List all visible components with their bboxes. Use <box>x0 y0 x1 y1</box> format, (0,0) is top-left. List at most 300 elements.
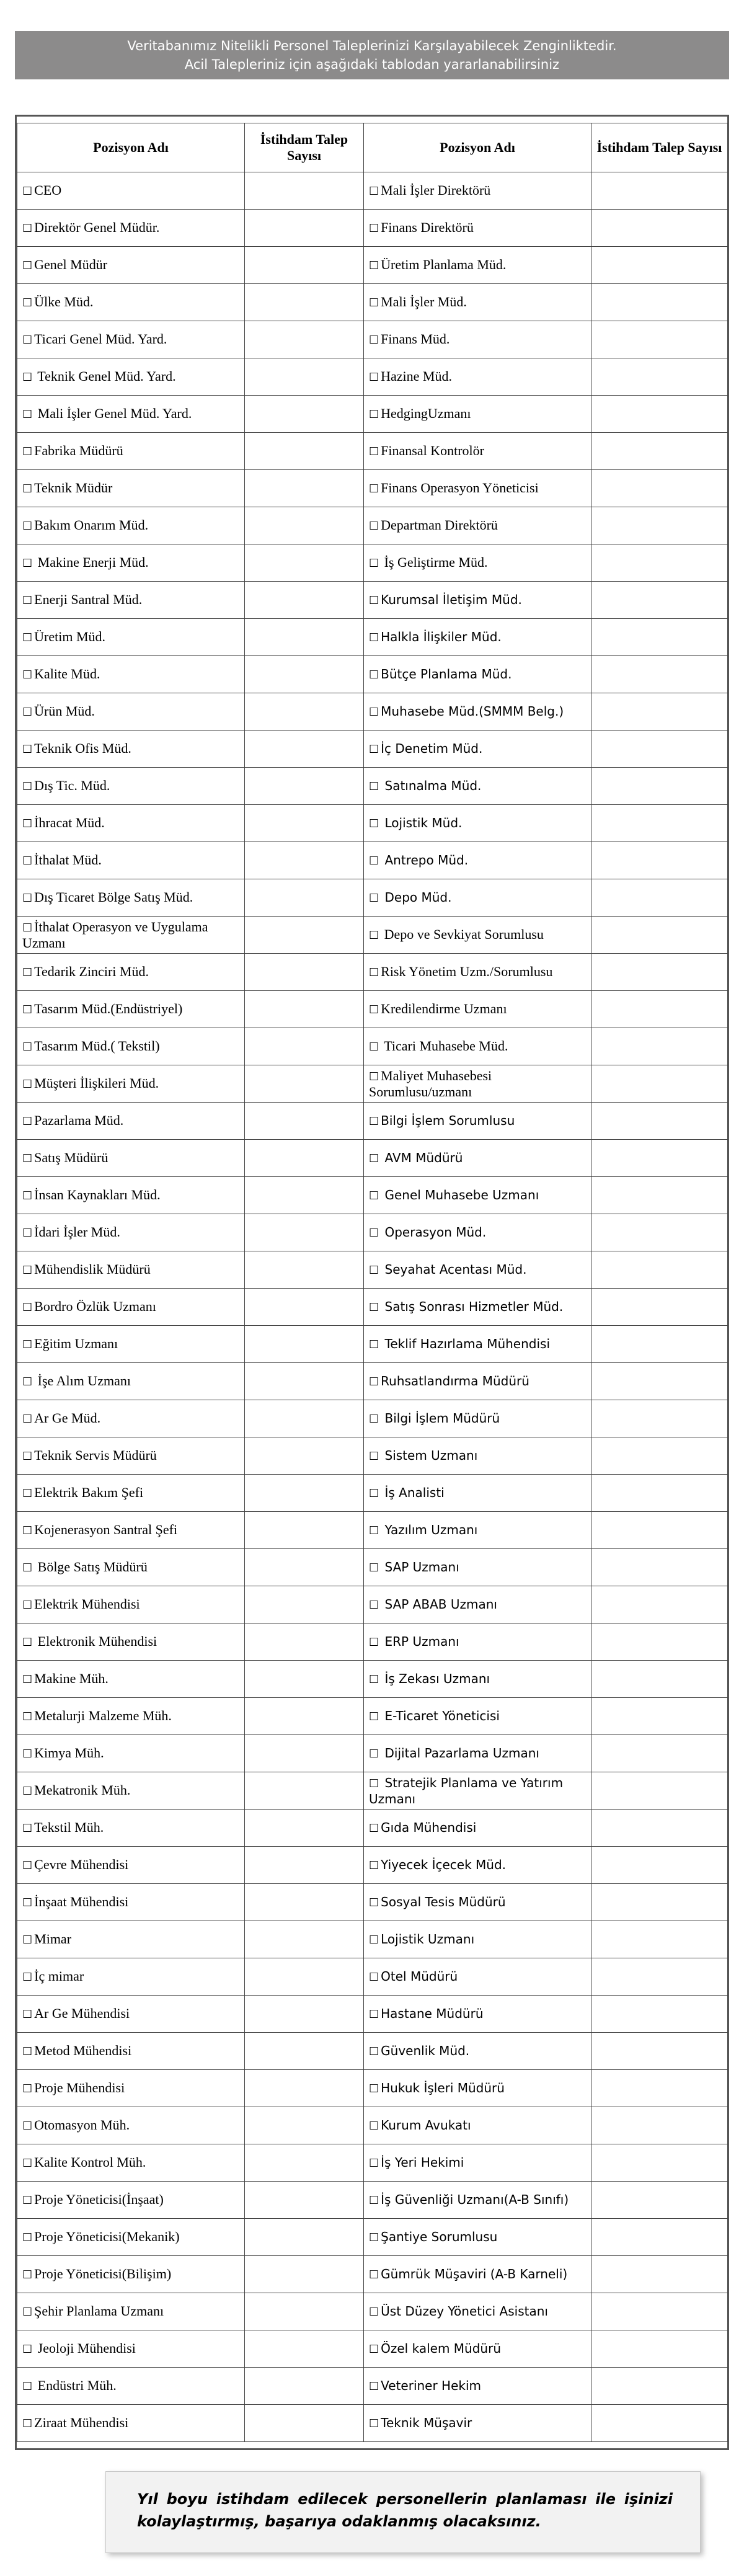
position-label: Metalurji Malzeme Müh. <box>34 1707 172 1723</box>
request-count-cell-right[interactable] <box>591 954 728 991</box>
position-cell-right <box>364 507 591 544</box>
checkbox-icon[interactable]: ☐ <box>369 2045 379 2058</box>
checkbox-icon[interactable]: ☐ <box>22 2082 33 2095</box>
checkbox-icon[interactable]: ☐ <box>22 668 33 682</box>
checkbox-icon[interactable]: ☐ <box>369 891 379 905</box>
checkbox-icon[interactable]: ☐ <box>369 482 379 495</box>
request-count-cell-right[interactable] <box>591 1251 728 1289</box>
checkbox-icon[interactable]: ☐ <box>22 184 33 198</box>
request-count-cell-left[interactable] <box>245 2256 364 2293</box>
request-count-cell-left[interactable] <box>245 284 364 321</box>
checkbox-icon[interactable]: ☐ <box>22 742 33 756</box>
request-count-cell-right[interactable] <box>591 2256 728 2293</box>
table-row <box>17 2144 728 2182</box>
checkbox-icon[interactable]: ☐ <box>369 742 379 756</box>
request-count-cell-right[interactable] <box>591 2144 728 2182</box>
request-count-cell-right[interactable] <box>591 284 728 321</box>
request-count-cell-right[interactable] <box>591 1661 728 1698</box>
checkbox-icon[interactable]: ☐ <box>22 1784 33 1798</box>
checkbox-icon[interactable]: ☐ <box>22 1635 33 1649</box>
request-count-cell-left[interactable] <box>245 1103 364 1140</box>
position-cell-right <box>364 1140 591 1177</box>
checkbox-icon[interactable]: ☐ <box>369 1226 379 1240</box>
position-cell-left <box>17 396 245 433</box>
checkbox-icon[interactable]: ☐ <box>369 445 379 458</box>
checkbox-icon[interactable]: ☐ <box>369 2007 379 2021</box>
checkbox-icon[interactable]: ☐ <box>22 1710 33 1723</box>
checkbox-icon[interactable]: ☐ <box>22 407 33 421</box>
checkbox-icon[interactable]: ☐ <box>369 2379 379 2393</box>
checkbox-icon[interactable]: ☐ <box>22 1263 33 1277</box>
request-count-cell-right[interactable] <box>591 1437 728 1475</box>
position-cell-left <box>17 1512 245 1549</box>
request-count-cell-left[interactable] <box>245 1661 364 1698</box>
checkbox-icon[interactable]: ☐ <box>22 593 33 607</box>
checkbox-icon[interactable]: ☐ <box>22 2156 33 2170</box>
checkbox-icon[interactable]: ☐ <box>369 593 379 607</box>
request-count-cell-right[interactable] <box>591 1028 728 1065</box>
checkbox-icon[interactable]: ☐ <box>22 891 33 905</box>
request-count-cell-left[interactable] <box>245 1698 364 1735</box>
checkbox-icon[interactable]: ☐ <box>22 519 33 533</box>
checkbox-icon[interactable]: ☐ <box>369 1710 379 1723</box>
request-count-cell-right[interactable] <box>591 172 728 210</box>
checkbox-icon[interactable]: ☐ <box>369 1152 379 1165</box>
checkbox-icon[interactable]: ☐ <box>369 854 379 868</box>
checkbox-icon[interactable]: ☐ <box>22 1300 33 1314</box>
request-count-cell-right[interactable] <box>591 1475 728 1512</box>
table-row <box>17 582 728 619</box>
checkbox-icon[interactable]: ☐ <box>369 817 379 830</box>
request-count-cell-right[interactable] <box>591 731 728 768</box>
table-row <box>17 1549 728 1586</box>
checkbox-icon[interactable]: ☐ <box>22 2193 33 2207</box>
table-row <box>17 2033 728 2070</box>
request-count-cell-right[interactable] <box>591 2293 728 2330</box>
position-label: Ürün Müd. <box>34 703 95 719</box>
position-cell-right <box>364 2330 591 2368</box>
request-count-cell-left[interactable] <box>245 1065 364 1103</box>
request-count-cell-right[interactable] <box>591 1586 728 1623</box>
checkbox-icon[interactable]: ☐ <box>22 1747 33 1761</box>
request-count-cell-left[interactable] <box>245 2330 364 2368</box>
request-count-cell-left[interactable] <box>245 2405 364 2442</box>
checkbox-icon[interactable]: ☐ <box>22 1598 33 1612</box>
table-row <box>17 2293 728 2330</box>
request-count-cell-right[interactable] <box>591 470 728 507</box>
request-count-cell-right[interactable] <box>591 1847 728 1884</box>
request-count-cell-left[interactable] <box>245 1847 364 1884</box>
checkbox-icon[interactable]: ☐ <box>22 333 33 347</box>
checkbox-icon[interactable]: ☐ <box>22 296 33 309</box>
position-cell-right <box>364 1251 591 1289</box>
table-row <box>17 1140 728 1177</box>
checkbox-icon[interactable]: ☐ <box>369 296 379 309</box>
checkbox-icon[interactable]: ☐ <box>369 631 379 644</box>
request-count-cell-right[interactable] <box>591 1810 728 1847</box>
position-label: Kimya Müh. <box>34 1744 104 1761</box>
request-count-cell-left[interactable] <box>245 1772 364 1810</box>
request-count-cell-left[interactable] <box>245 582 364 619</box>
checkbox-icon[interactable]: ☐ <box>22 779 33 793</box>
request-count-cell-left[interactable] <box>245 991 364 1028</box>
position-label: İş Güvenliği Uzmanı(A-B Sınıfı) <box>381 2192 569 2207</box>
position-cell-left <box>17 1921 245 1958</box>
checkbox-icon[interactable]: ☐ <box>369 1672 379 1686</box>
request-count-cell-right[interactable] <box>591 433 728 470</box>
request-count-cell-right[interactable] <box>591 842 728 879</box>
request-count-cell-left[interactable] <box>245 1140 364 1177</box>
checkbox-icon[interactable]: ☐ <box>369 1561 379 1574</box>
request-count-cell-right[interactable] <box>591 2219 728 2256</box>
checkbox-icon[interactable]: ☐ <box>369 1070 379 1083</box>
request-count-cell-left[interactable] <box>245 1437 364 1475</box>
request-count-cell-left[interactable] <box>245 731 364 768</box>
position-cell-left <box>17 805 245 842</box>
request-count-cell-left[interactable] <box>245 954 364 991</box>
position-cell-left <box>17 879 245 917</box>
request-count-cell-right[interactable] <box>591 1289 728 1326</box>
request-count-cell-left[interactable] <box>245 656 364 693</box>
request-count-cell-left[interactable] <box>245 917 364 954</box>
checkbox-icon[interactable]: ☐ <box>369 2305 379 2319</box>
request-count-cell-left[interactable] <box>245 1735 364 1772</box>
position-label: Finans Direktörü <box>381 219 474 235</box>
checkbox-icon[interactable]: ☐ <box>369 1821 379 1835</box>
request-count-cell-right[interactable] <box>591 2405 728 2442</box>
position-label: Tekstil Müh. <box>34 1819 104 1835</box>
request-count-cell-left[interactable] <box>245 358 364 396</box>
checkbox-icon[interactable]: ☐ <box>369 1040 379 1054</box>
checkbox-icon[interactable]: ☐ <box>22 1486 33 1500</box>
checkbox-icon[interactable]: ☐ <box>22 1189 33 1202</box>
request-count-cell-left[interactable] <box>245 1177 364 1214</box>
checkbox-icon[interactable]: ☐ <box>22 2231 33 2244</box>
request-count-cell-left[interactable] <box>245 1549 364 1586</box>
request-count-cell-left[interactable] <box>245 2368 364 2405</box>
checkbox-icon[interactable]: ☐ <box>22 259 33 272</box>
checkbox-icon[interactable]: ☐ <box>22 2268 33 2281</box>
request-count-cell-right[interactable] <box>591 2182 728 2219</box>
checkbox-icon[interactable]: ☐ <box>22 2045 33 2058</box>
request-count-cell-left[interactable] <box>245 842 364 879</box>
table-row <box>17 470 728 507</box>
position-table-frame <box>15 115 729 2450</box>
table-row <box>17 2107 728 2144</box>
position-label: Bilgi İşlem Sorumlusu <box>381 1113 515 1128</box>
checkbox-icon[interactable]: ☐ <box>22 2417 33 2430</box>
checkbox-icon[interactable]: ☐ <box>369 1114 379 1128</box>
checkbox-icon[interactable]: ☐ <box>369 2193 379 2207</box>
request-count-cell-right[interactable] <box>591 805 728 842</box>
position-label: Dış Tic. Müd. <box>34 777 110 793</box>
request-count-cell-left[interactable] <box>245 1251 364 1289</box>
request-count-cell-left[interactable] <box>245 1810 364 1847</box>
checkbox-icon[interactable]: ☐ <box>369 1003 379 1016</box>
request-count-cell-right[interactable] <box>591 1996 728 2033</box>
checkbox-icon[interactable]: ☐ <box>369 1189 379 1202</box>
checkbox-icon[interactable]: ☐ <box>22 1040 33 1054</box>
position-label: Operasyon Müd. <box>381 1224 487 1240</box>
checkbox-icon[interactable]: ☐ <box>369 1449 379 1463</box>
checkbox-icon[interactable]: ☐ <box>22 1859 33 1872</box>
checkbox-icon[interactable]: ☐ <box>22 1375 33 1388</box>
request-count-cell-right[interactable] <box>591 991 728 1028</box>
request-count-cell-left[interactable] <box>245 2219 364 2256</box>
request-count-cell-right[interactable] <box>591 1103 728 1140</box>
checkbox-icon[interactable]: ☐ <box>22 482 33 495</box>
position-label: Yazılım Uzmanı <box>381 1522 478 1537</box>
request-count-cell-left[interactable] <box>245 2182 364 2219</box>
request-count-cell-left[interactable] <box>245 619 364 656</box>
checkbox-icon[interactable]: ☐ <box>369 1777 379 1790</box>
request-count-cell-left[interactable] <box>245 1586 364 1623</box>
position-label: İnsan Kaynakları Müd. <box>34 1186 161 1202</box>
checkbox-icon[interactable]: ☐ <box>22 631 33 644</box>
request-count-cell-right[interactable] <box>591 358 728 396</box>
checkbox-icon[interactable]: ☐ <box>369 519 379 533</box>
request-count-cell-right[interactable] <box>591 1512 728 1549</box>
checkbox-icon[interactable]: ☐ <box>22 2305 33 2319</box>
position-cell-right <box>364 1475 591 1512</box>
request-count-cell-left[interactable] <box>245 433 364 470</box>
checkbox-icon[interactable]: ☐ <box>369 1598 379 1612</box>
checkbox-icon[interactable]: ☐ <box>369 668 379 682</box>
checkbox-icon[interactable]: ☐ <box>22 556 33 570</box>
checkbox-icon[interactable]: ☐ <box>22 1933 33 1947</box>
request-count-cell-right[interactable] <box>591 1958 728 1996</box>
checkbox-icon[interactable]: ☐ <box>22 1561 33 1574</box>
checkbox-icon[interactable]: ☐ <box>22 2379 33 2393</box>
request-count-cell-right[interactable] <box>591 582 728 619</box>
request-count-cell-left[interactable] <box>245 544 364 582</box>
request-count-cell-right[interactable] <box>591 1400 728 1437</box>
checkbox-icon[interactable]: ☐ <box>22 370 33 384</box>
checkbox-icon[interactable]: ☐ <box>22 2007 33 2021</box>
checkbox-icon[interactable]: ☐ <box>369 370 379 384</box>
request-count-cell-right[interactable] <box>591 1549 728 1586</box>
request-count-cell-right[interactable] <box>591 917 728 954</box>
checkbox-icon[interactable]: ☐ <box>22 854 33 868</box>
request-count-cell-left[interactable] <box>245 1921 364 1958</box>
table-row <box>17 2182 728 2219</box>
checkbox-icon[interactable]: ☐ <box>22 1003 33 1016</box>
checkbox-icon[interactable]: ☐ <box>369 2082 379 2095</box>
request-count-cell-left[interactable] <box>245 768 364 805</box>
request-count-cell-right[interactable] <box>591 693 728 731</box>
request-count-cell-left[interactable] <box>245 1884 364 1921</box>
checkbox-icon[interactable]: ☐ <box>369 2417 379 2430</box>
request-count-cell-left[interactable] <box>245 2293 364 2330</box>
request-count-cell-right[interactable] <box>591 2368 728 2405</box>
position-cell-left <box>17 1289 245 1326</box>
request-count-cell-left[interactable] <box>245 1996 364 2033</box>
request-count-cell-left[interactable] <box>245 172 364 210</box>
checkbox-icon[interactable]: ☐ <box>369 2268 379 2281</box>
position-label: Dijital Pazarlama Uzmanı <box>381 1745 539 1761</box>
checkbox-icon[interactable]: ☐ <box>369 333 379 347</box>
checkbox-icon[interactable]: ☐ <box>369 1263 379 1277</box>
request-count-cell-left[interactable] <box>245 1958 364 1996</box>
checkbox-icon[interactable]: ☐ <box>369 1338 379 1351</box>
table-row <box>17 2256 728 2293</box>
checkbox-icon[interactable]: ☐ <box>22 966 33 979</box>
request-count-cell-left[interactable] <box>245 2144 364 2182</box>
checkbox-icon[interactable]: ☐ <box>22 1412 33 1426</box>
position-label: Ar Ge Müd. <box>34 1410 101 1426</box>
request-count-cell-left[interactable] <box>245 321 364 358</box>
checkbox-icon[interactable]: ☐ <box>22 817 33 830</box>
checkbox-icon[interactable]: ☐ <box>22 445 33 458</box>
checkbox-icon[interactable]: ☐ <box>369 184 379 198</box>
request-count-cell-right[interactable] <box>591 2033 728 2070</box>
position-label: Mali İşler Genel Müd. Yard. <box>34 405 192 421</box>
checkbox-icon[interactable]: ☐ <box>369 556 379 570</box>
checkbox-icon[interactable]: ☐ <box>22 1152 33 1165</box>
request-count-cell-right[interactable] <box>591 396 728 433</box>
checkbox-icon[interactable]: ☐ <box>22 1896 33 1909</box>
checkbox-icon[interactable]: ☐ <box>22 1821 33 1835</box>
request-count-cell-right[interactable] <box>591 1140 728 1177</box>
position-label: Direktör Genel Müdür. <box>34 219 160 235</box>
position-label: Bütçe Planlama Müd. <box>381 666 512 682</box>
request-count-cell-left[interactable] <box>245 470 364 507</box>
request-count-cell-right[interactable] <box>591 507 728 544</box>
position-cell-left <box>17 842 245 879</box>
request-count-cell-left[interactable] <box>245 1326 364 1363</box>
checkbox-icon[interactable]: ☐ <box>369 1970 379 1984</box>
request-count-cell-left[interactable] <box>245 1363 364 1400</box>
checkbox-icon[interactable]: ☐ <box>22 1970 33 1984</box>
position-label: Tasarım Müd.( Tekstil) <box>34 1037 160 1054</box>
request-count-cell-left[interactable] <box>245 2070 364 2107</box>
request-count-cell-left[interactable] <box>245 1028 364 1065</box>
checkbox-icon[interactable]: ☐ <box>369 1635 379 1649</box>
table-row <box>17 433 728 470</box>
table-row <box>17 805 728 842</box>
request-count-cell-right[interactable] <box>591 1326 728 1363</box>
request-count-cell-right[interactable] <box>591 1065 728 1103</box>
checkbox-icon[interactable]: ☐ <box>369 221 379 235</box>
request-count-cell-left[interactable] <box>245 396 364 433</box>
checkbox-icon[interactable]: ☐ <box>22 921 33 935</box>
checkbox-icon[interactable]: ☐ <box>369 1896 379 1909</box>
checkbox-icon[interactable]: ☐ <box>369 1933 379 1947</box>
request-count-cell-right[interactable] <box>591 879 728 917</box>
checkbox-icon[interactable]: ☐ <box>369 259 379 272</box>
checkbox-icon[interactable]: ☐ <box>22 1226 33 1240</box>
checkbox-icon[interactable]: ☐ <box>22 1114 33 1128</box>
checkbox-icon[interactable]: ☐ <box>369 1300 379 1314</box>
request-count-cell-right[interactable] <box>591 619 728 656</box>
checkbox-icon[interactable]: ☐ <box>369 2231 379 2244</box>
request-count-cell-right[interactable] <box>591 2070 728 2107</box>
request-count-cell-right[interactable] <box>591 1623 728 1661</box>
position-cell-left <box>17 1400 245 1437</box>
checkbox-icon[interactable]: ☐ <box>22 1524 33 1537</box>
request-count-cell-right[interactable] <box>591 1177 728 1214</box>
request-count-cell-left[interactable] <box>245 1214 364 1251</box>
position-label: Ziraat Mühendisi <box>34 2414 129 2430</box>
request-count-cell-right[interactable] <box>591 1214 728 1251</box>
checkbox-icon[interactable]: ☐ <box>22 1338 33 1351</box>
position-label: Otel Müdürü <box>381 1968 458 1984</box>
request-count-cell-left[interactable] <box>245 1475 364 1512</box>
checkbox-icon[interactable]: ☐ <box>22 221 33 235</box>
checkbox-icon[interactable]: ☐ <box>369 2156 379 2170</box>
position-cell-left <box>17 2330 245 2368</box>
checkbox-icon[interactable]: ☐ <box>369 1486 379 1500</box>
request-count-cell-right[interactable] <box>591 656 728 693</box>
request-count-cell-left[interactable] <box>245 247 364 284</box>
checkbox-icon[interactable]: ☐ <box>22 705 33 719</box>
checkbox-icon[interactable]: ☐ <box>369 1747 379 1761</box>
position-cell-left <box>17 2256 245 2293</box>
request-count-cell-right[interactable] <box>591 2330 728 2368</box>
position-cell-right <box>364 842 591 879</box>
checkbox-icon[interactable]: ☐ <box>369 2342 379 2356</box>
header-line-1: Veritabanımız Nitelikli Personel Taleplerinizi Karşılayabilecek Zenginliktedir. <box>127 38 617 53</box>
request-count-cell-right[interactable] <box>591 1363 728 1400</box>
request-count-cell-left[interactable] <box>245 2033 364 2070</box>
checkbox-icon[interactable]: ☐ <box>369 1524 379 1537</box>
checkbox-icon[interactable]: ☐ <box>369 407 379 421</box>
checkbox-icon[interactable]: ☐ <box>22 2119 33 2133</box>
request-count-cell-right[interactable] <box>591 210 728 247</box>
position-label: Ülke Müd. <box>34 293 94 309</box>
position-label: Özel kalem Müdürü <box>381 2340 501 2356</box>
request-count-cell-right[interactable] <box>591 1921 728 1958</box>
request-count-cell-left[interactable] <box>245 1400 364 1437</box>
request-count-cell-left[interactable] <box>245 1512 364 1549</box>
checkbox-icon[interactable]: ☐ <box>369 2119 379 2133</box>
request-count-cell-right[interactable] <box>591 1698 728 1735</box>
position-cell-left <box>17 1140 245 1177</box>
position-label: Müşteri İlişkileri Müd. <box>34 1075 159 1091</box>
checkbox-icon[interactable]: ☐ <box>369 966 379 979</box>
table-row <box>17 2405 728 2442</box>
request-count-cell-right[interactable] <box>591 1884 728 1921</box>
request-count-cell-right[interactable] <box>591 2107 728 2144</box>
request-count-cell-left[interactable] <box>245 1623 364 1661</box>
request-count-cell-left[interactable] <box>245 693 364 731</box>
request-count-cell-right[interactable] <box>591 1735 728 1772</box>
position-label: Ar Ge Mühendisi <box>34 2005 130 2021</box>
checkbox-icon[interactable]: ☐ <box>369 1859 379 1872</box>
checkbox-icon[interactable]: ☐ <box>369 928 379 942</box>
request-count-cell-left[interactable] <box>245 2107 364 2144</box>
checkbox-icon[interactable]: ☐ <box>22 1077 33 1091</box>
checkbox-icon[interactable]: ☐ <box>22 2342 33 2356</box>
checkbox-icon[interactable]: ☐ <box>369 779 379 793</box>
request-count-cell-right[interactable] <box>591 1772 728 1810</box>
table-row <box>17 1289 728 1326</box>
checkbox-icon[interactable]: ☐ <box>22 1449 33 1463</box>
request-count-cell-right[interactable] <box>591 768 728 805</box>
request-count-cell-right[interactable] <box>591 247 728 284</box>
request-count-cell-left[interactable] <box>245 1289 364 1326</box>
checkbox-icon[interactable]: ☐ <box>369 1412 379 1426</box>
checkbox-icon[interactable]: ☐ <box>369 705 379 719</box>
request-count-cell-left[interactable] <box>245 805 364 842</box>
request-count-cell-left[interactable] <box>245 507 364 544</box>
request-count-cell-right[interactable] <box>591 544 728 582</box>
request-count-cell-right[interactable] <box>591 321 728 358</box>
checkbox-icon[interactable]: ☐ <box>22 1672 33 1686</box>
request-count-cell-left[interactable] <box>245 879 364 917</box>
checkbox-icon[interactable]: ☐ <box>369 1375 379 1388</box>
request-count-cell-left[interactable] <box>245 210 364 247</box>
